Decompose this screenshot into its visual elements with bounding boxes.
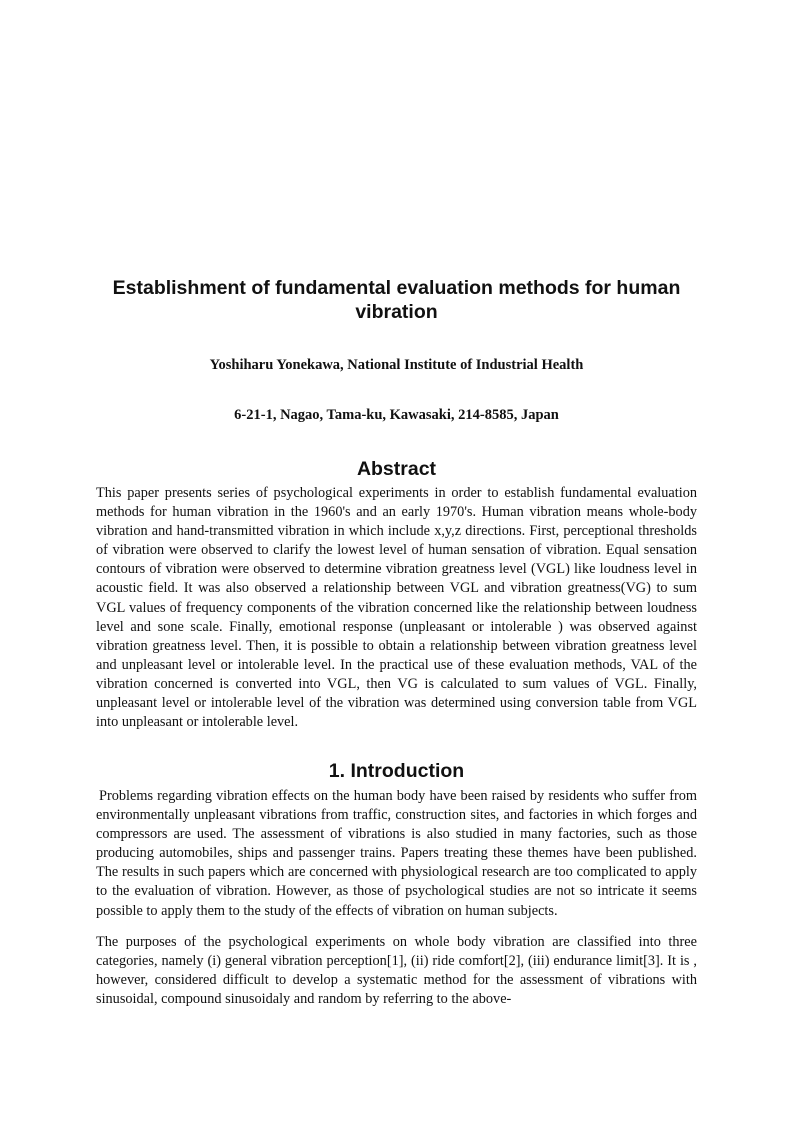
address-line: 6-21-1, Nagao, Tama-ku, Kawasaki, 214-8585, Japan <box>234 407 559 423</box>
paper-title: Establishment of fundamental evaluation methods for human vibration <box>112 277 681 323</box>
introduction-paragraph-2: The purposes of the psychological experiments on whole body vibration are classified into three categories, namely (i) general vibration perception[1], (ii) ride comfort[2], (iii) endurance limit[3]. It is , however, considered difficult to develop a systematic method for the assessment of vibrations with sinusoidal, compound sinusoidaly and random by referring to the above- <box>96 934 697 1008</box>
abstract-heading: Abstract <box>356 458 437 480</box>
introduction-heading: 1. Introduction <box>328 760 465 782</box>
introduction-paragraph-1: Problems regarding vibration effects on the human body have been raised by residents who suffer from environmentally unpleasant vibrations from traffic, construction sites, and factories in which forges and compressors are used. The assessment of vibrations is also studied in many factories, such as those producing automobiles, ships and passenger trains. Papers treating these themes have been published. The results in such papers which are concerned with physiological research are too complicated to apply to the evaluation of vibration. However, as those of psychological studies are not so intricate it seems possible to apply them to the study of the effects of vibration on human subjects. <box>96 788 697 919</box>
author-line: Yoshiharu Yonekawa, National Institute of Industrial Health <box>209 357 584 373</box>
abstract-text: This paper presents series of psychological experiments in order to establish fundamental evaluation methods for human vibration in the 1960's and an early 1970's. Human vibration means whole-body vibration and hand-transmitted vibration in which include x,y,z directions. First, perceptional thresholds of vibration were observed to clarify the lowest level of human sensation of vibration. Equal sensation contours of vibration were observed to determine vibration greatness level (VGL) like loudness level in acoustic field. It was also observed a relationship between VGL and vibration greatness(VG) to sum VGL values of frequency components of the vibration concerned like the relationship between loudness level and sone scale. Finally, emotional response (unpleasant or intolerable ) was observed against vibration greatness level. Then, it is possible to obtain a relationship between vibration greatness level and unpleasant level or intolerable level. In the practical use of these evaluation methods, VAL of the vibration concerned is converted into VGL, then VG is calculated to sum values of VGL. Finally, unpleasant level or intolerable level of the vibration was determined using conversion table from VGL into unpleasant or intolerable level. <box>96 485 697 731</box>
